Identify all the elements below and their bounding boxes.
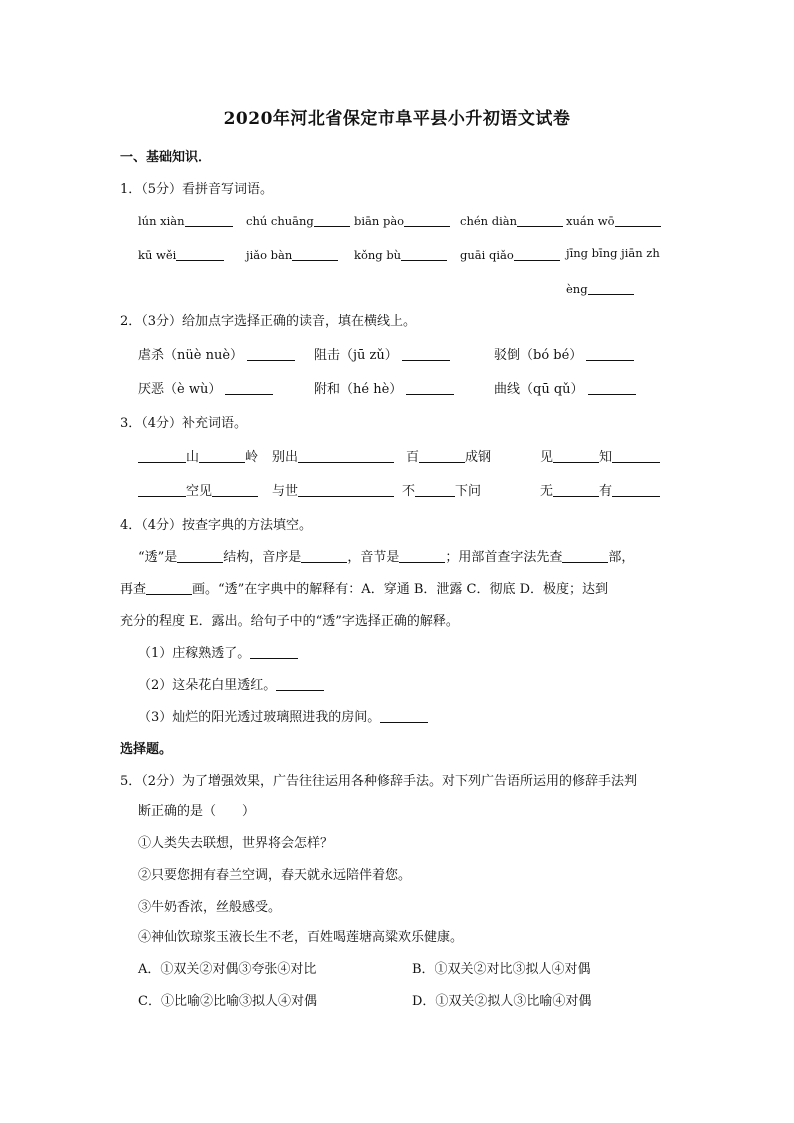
reading-text: 曲线（qū qǔ） <box>494 382 584 397</box>
answer-blank[interactable] <box>380 708 428 723</box>
exam-title: 2020年河北省保定市阜平县小升初语文试卷 <box>223 109 571 129</box>
question-4-stem: 4．（4分）按查字典的方法填空。 <box>120 518 313 533</box>
ad-slogan-2: ②只要您拥有春兰空调，春天就永远陪伴着您。 <box>138 868 412 883</box>
idiom-text: 知 <box>599 450 613 465</box>
question-5-stem-line-1: 5．（2分）为了增强效果，广告往往运用各种修辞手法。对下列广告语所运用的修辞手法判 <box>120 774 638 789</box>
idiom-item <box>138 446 258 465</box>
answer-blank[interactable] <box>292 246 338 261</box>
answer-blank[interactable] <box>176 246 224 261</box>
pinyin-text: chú chuāng <box>246 214 314 228</box>
pinyin-item <box>354 212 450 228</box>
pinyin-text: jīng bīng jiān zh <box>566 246 660 260</box>
reading-item <box>494 378 636 397</box>
answer-blank[interactable] <box>301 548 347 563</box>
idiom-text: 下问 <box>455 484 482 499</box>
answer-blank[interactable] <box>588 380 636 395</box>
idiom-text: 与世 <box>272 484 299 499</box>
idiom-text: 空见 <box>186 484 213 499</box>
option-b[interactable]: B．①双关②对比③拟人④对偶 <box>412 962 591 977</box>
question-4-sub-2 <box>138 674 324 693</box>
idiom-text: 不 <box>402 484 416 499</box>
pinyin-item <box>566 212 661 228</box>
idiom-text: 有 <box>599 484 613 499</box>
question-3-stem: 3．（4分）补充词语。 <box>120 416 248 431</box>
reading-text: 附和（hé hè） <box>314 382 403 397</box>
question-4-line-2 <box>120 578 608 597</box>
answer-blank[interactable] <box>406 380 454 395</box>
pinyin-text: biān pào <box>354 214 405 228</box>
answer-blank[interactable] <box>314 212 350 227</box>
q4-text: 再查 <box>120 582 147 597</box>
idiom-text: 山 <box>186 450 200 465</box>
answer-blank[interactable] <box>399 548 445 563</box>
idiom-text: 见 <box>540 450 554 465</box>
answer-blank[interactable] <box>402 346 450 361</box>
answer-blank[interactable] <box>553 482 599 497</box>
answer-blank[interactable] <box>588 280 634 295</box>
pinyin-item <box>138 246 224 262</box>
question-4-line-3: 充分的程度 E．露出。给句子中的“透”字选择正确的解释。 <box>120 614 459 629</box>
pinyin-text: chén diàn <box>460 214 518 228</box>
option-a[interactable]: A．①双关②对偶③夸张④对比 <box>138 962 317 977</box>
ad-slogan-4: ④神仙饮琼浆玉液长生不老，百姓喝莲塘高粱欢乐健康。 <box>138 930 464 945</box>
idiom-text: 岭 <box>245 450 259 465</box>
q4-text: ；用部首查字法先查 <box>445 550 563 565</box>
q4-text: 画。“透”在字典中的解释有：A．穿通 B．泄露 C．彻底 D．极度；达到 <box>192 582 609 597</box>
reading-text: 厌恶（è wù） <box>138 382 222 397</box>
idiom-text: 无 <box>540 484 554 499</box>
pinyin-text: èng <box>566 282 588 296</box>
q4-sub-text: （2）这朵花白里透红。 <box>138 678 277 693</box>
idiom-text: 百 <box>406 450 420 465</box>
reading-text: 虐杀（nüè nuè） <box>138 348 244 363</box>
answer-blank[interactable] <box>250 644 298 659</box>
reading-item <box>138 344 295 363</box>
question-2-stem: 2．（3分）给加点字选择正确的读音，填在横线上。 <box>120 314 417 329</box>
idiom-item <box>402 480 481 499</box>
question-4-sub-3 <box>138 706 428 725</box>
answer-blank[interactable] <box>586 346 634 361</box>
idiom-item <box>540 480 660 499</box>
answer-blank[interactable] <box>185 212 233 227</box>
answer-blank[interactable] <box>199 448 245 463</box>
reading-item <box>494 344 634 363</box>
section-multiple-choice: 选择题。 <box>120 742 173 757</box>
answer-blank[interactable] <box>401 246 447 261</box>
pinyin-item <box>246 246 338 262</box>
answer-blank[interactable] <box>276 676 324 691</box>
answer-blank[interactable] <box>415 482 455 497</box>
idiom-item <box>540 446 660 465</box>
pinyin-text: jiǎo bàn <box>246 248 293 262</box>
reading-text: 驳倒（bó bé） <box>494 348 583 363</box>
reading-text: 阻击（jū zǔ） <box>314 348 398 363</box>
q4-text: 结构，音序是 <box>223 550 302 565</box>
pinyin-item <box>138 212 233 228</box>
answer-blank[interactable] <box>138 448 186 463</box>
answer-blank[interactable] <box>612 448 660 463</box>
answer-blank[interactable] <box>514 246 560 261</box>
answer-blank[interactable] <box>562 548 608 563</box>
answer-blank[interactable] <box>553 448 599 463</box>
idiom-text: 别出 <box>272 450 299 465</box>
q4-sub-text: （3）灿烂的阳光透过玻璃照进我的房间。 <box>138 710 381 725</box>
idiom-item <box>406 446 491 465</box>
answer-blank[interactable] <box>404 212 450 227</box>
question-4-sub-1 <box>138 642 298 661</box>
pinyin-text: kū wěi <box>138 248 177 262</box>
reading-item <box>314 378 454 397</box>
idiom-item <box>272 480 394 499</box>
answer-blank[interactable] <box>146 580 192 595</box>
answer-blank[interactable] <box>138 482 186 497</box>
answer-blank[interactable] <box>615 212 661 227</box>
q4-text: “透”是 <box>138 550 178 565</box>
option-c[interactable]: C．①比喻②比喻③拟人④对偶 <box>138 994 317 1009</box>
pinyin-item <box>566 246 660 260</box>
question-4-line-1 <box>138 546 634 565</box>
reading-item <box>138 378 273 397</box>
section-basic-knowledge: 一、基础知识． <box>120 150 212 165</box>
answer-blank[interactable] <box>298 482 394 497</box>
question-1-stem: 1．（5分）看拼音写词语。 <box>120 182 274 197</box>
answer-blank[interactable] <box>177 548 223 563</box>
pinyin-text: lún xiàn <box>138 214 185 228</box>
pinyin-text: kǒng bù <box>354 248 402 262</box>
answer-blank[interactable] <box>212 482 258 497</box>
answer-blank[interactable] <box>419 448 465 463</box>
pinyin-item <box>460 246 560 262</box>
answer-blank[interactable] <box>612 482 660 497</box>
ad-slogan-1: ①人类失去联想，世界将会怎样？ <box>138 836 334 851</box>
pinyin-item <box>246 212 350 228</box>
answer-blank[interactable] <box>517 212 563 227</box>
answer-blank[interactable] <box>247 346 295 361</box>
idiom-text: 成钢 <box>465 450 492 465</box>
q4-sub-text: （1）庄稼熟透了。 <box>138 646 251 661</box>
ad-slogan-3: ③牛奶香浓，丝般感受。 <box>138 900 282 915</box>
pinyin-item <box>460 212 563 228</box>
pinyin-item <box>354 246 447 262</box>
pinyin-text: guāi qiǎo <box>460 248 514 262</box>
option-d[interactable]: D．①双关②拟人③比喻④对偶 <box>412 994 592 1009</box>
q4-text: ，音节是 <box>347 550 400 565</box>
idiom-item <box>272 446 394 465</box>
answer-blank[interactable] <box>225 380 273 395</box>
idiom-item <box>138 480 258 499</box>
answer-blank[interactable] <box>298 448 394 463</box>
q4-text: 部， <box>608 550 635 565</box>
reading-item <box>314 344 450 363</box>
question-5-stem-line-2: 断正确的是（ ） <box>138 804 256 819</box>
pinyin-item-continued <box>566 280 634 296</box>
pinyin-text: xuán wō <box>566 214 615 228</box>
